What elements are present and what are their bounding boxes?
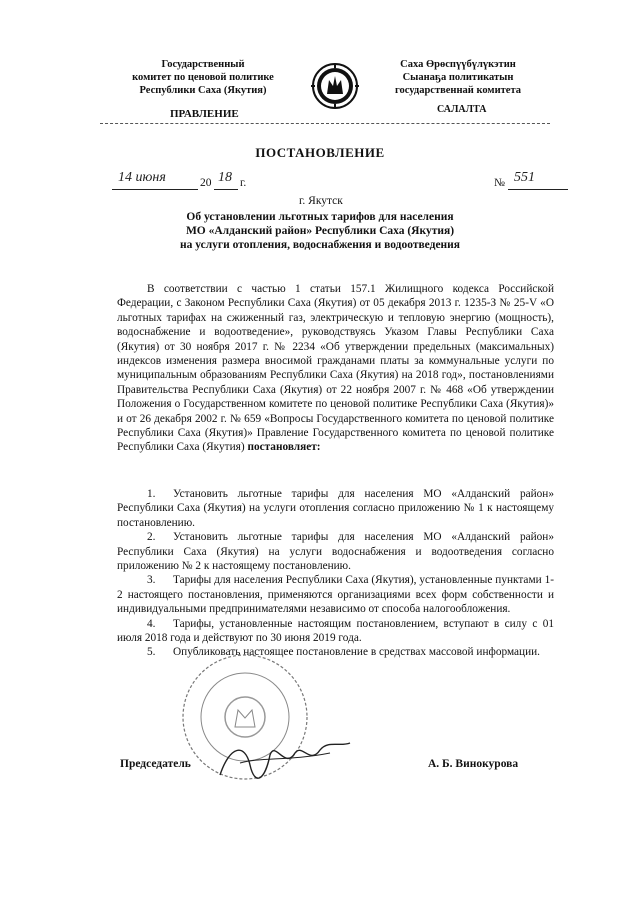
document-subject — [0, 210, 640, 252]
list-item: 3. Тарифы для населения Республики Саха (Якутия), установленные пунктами 1-2 настоящего постановления, применяются организациями всех форм собственности и индивидуальными предпринимателями независимо от способа налогообложения. — [117, 574, 554, 616]
board-label-yakut: САЛАЛТА — [437, 104, 487, 115]
org-line: комитет по ценовой политике — [132, 72, 274, 83]
org-line: Сыанаҕа политикатын — [402, 72, 514, 83]
preamble-text: В соответствии с частью 1 статьи 157.1 Жилищного кодекса Российской Федерации, с Законом Республики Саха (Якутия) от 05 декабря 2013 г. 1235-З № 25-V «О льготных тарифах на сжиженный газ, электрическую и тепловую энергию (мощность), водоснабжение и водоотведение», руководствуясь Указом Главы Республики Саха (Якутия) от 30 ноября 2017 г. № 2234 «Об утверждении предельных (максимальных) индексов изменения размера вносимой гражданами платы за коммунальные услуги по муниципальным образованиям Республики Саха (Якутия) на 2018 год», постановлениями Правительства Республики Саха (Якутия) от 22 ноября 2007 г. № 468 «Об утверждении Положения о Государственном комитете по ценовой политике Республики Саха (Якутия)» и от 26 декабря 2002 г. № 659 «Вопросы Государственного комитета по ценовой политике Республики Саха (Якутия)» Правление Государственного комитета по ценовой политике Республики Саха (Якутия) — [117, 283, 554, 454]
date-year-suffix: 18 — [218, 170, 232, 185]
signatory-position: Председатель — [120, 758, 191, 770]
list-item: 5. Опубликовать настоящее постановление в средствах массовой информации. — [147, 646, 540, 659]
org-line: государственнай комитета — [395, 85, 521, 96]
org-name-yakut — [378, 58, 538, 97]
org-line: Республики Саха (Якутия) — [139, 85, 267, 96]
org-name-russian — [118, 58, 288, 97]
list-item: 4. Тарифы, установленные настоящим постановлением, вступают в силу с 01 июля 2018 года и действуют по 30 июня 2019 года. — [117, 617, 554, 645]
org-line: Саха Өрөспүүбүлүкэтин — [400, 59, 516, 70]
handwritten-signature-icon — [210, 735, 360, 785]
resolution-items — [117, 487, 554, 660]
list-item: 1. Установить льготные тарифы для населения МО «Алданский район» Республики Саха (Якутия) на услуги отопления согласно приложению № 1 к настоящему постановлению. — [117, 488, 554, 529]
number-label: № — [494, 177, 505, 189]
preamble — [117, 282, 554, 455]
org-line: Государственный — [161, 59, 245, 70]
document-title: ПОСТАНОВЛЕНИЕ — [255, 145, 385, 160]
header-divider — [100, 123, 550, 124]
preamble-resolves: постановляет: — [247, 441, 321, 454]
date-day-month: 14 июня — [118, 170, 166, 185]
subject-line: Об установлении льготных тарифов для населения — [186, 211, 454, 223]
date-g: г. — [240, 177, 247, 189]
date-year-prefix: 20 — [200, 177, 212, 189]
signatory-name: А. Б. Винокурова — [428, 758, 519, 770]
city: г. Якутск — [299, 195, 343, 207]
subject-line: на услуги отопления, водоснабжения и водоотведения — [179, 239, 461, 251]
number-value: 551 — [514, 170, 535, 185]
subject-line: МО «Алданский район» Республики Саха (Якутия) — [185, 225, 455, 237]
board-label-russian: ПРАВЛЕНИЕ — [170, 108, 239, 120]
coat-of-arms-icon — [307, 62, 363, 110]
list-item: 2. Установить льготные тарифы для населения МО «Алданский район» Республики Саха (Якутия) на услуги водоснабжения и водоотведения согласно приложению № 2 к настоящему постановлению. — [117, 531, 554, 573]
